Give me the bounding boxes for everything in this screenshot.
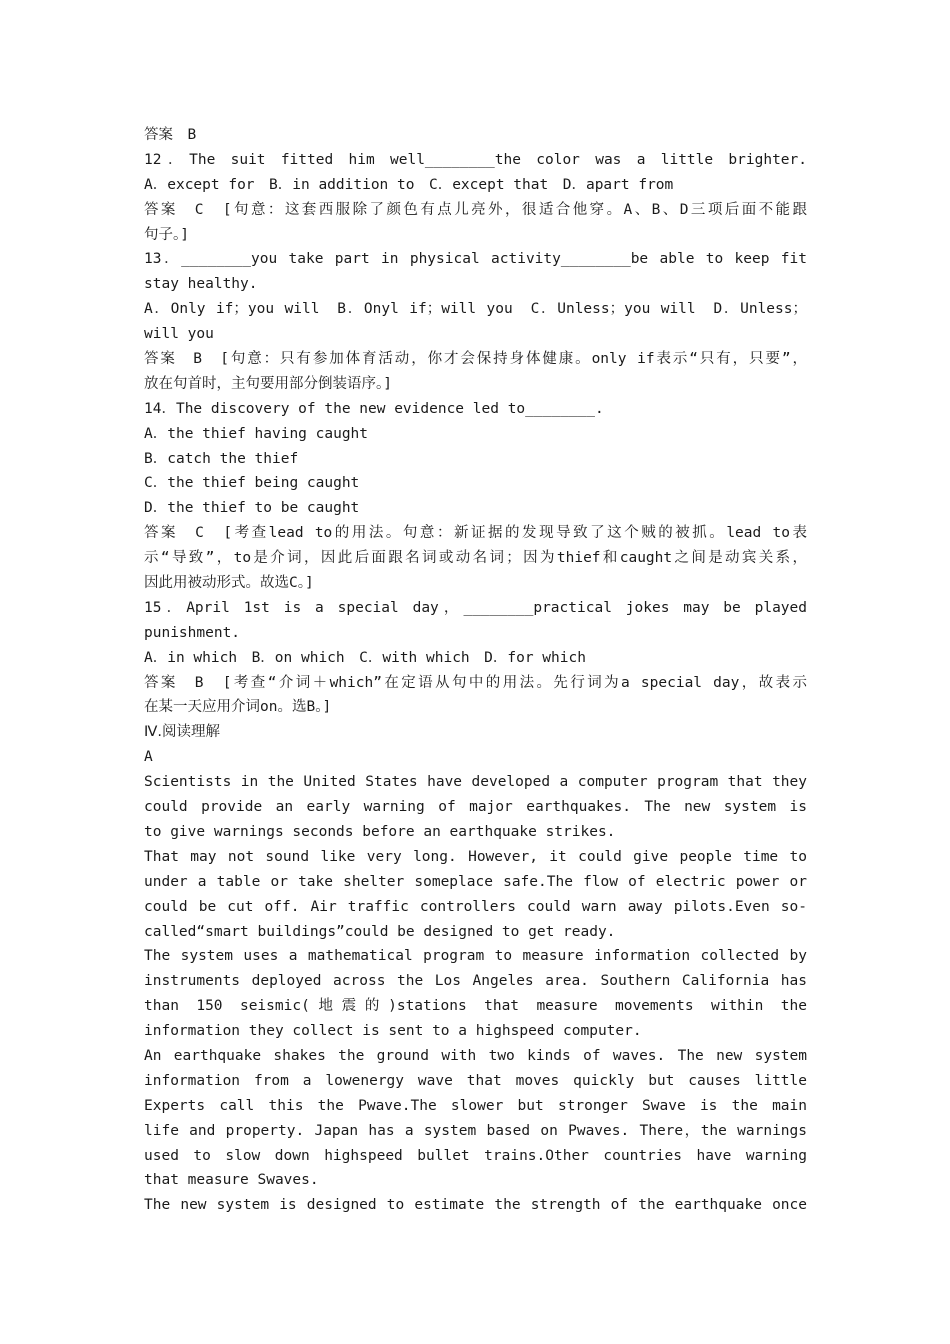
q15-stem-line-1: 15．April 1st is a special day，________practical jokes may be played xyxy=(144,599,807,616)
passage-line: under a table or take shelter someplace safe.The flow of electric power or xyxy=(144,873,807,890)
passage-line: instruments deployed across the Los Angeles area. Southern California has xyxy=(144,973,807,990)
q14-option-d: D．the thief to be caught xyxy=(144,500,360,517)
q14-stem: 14．The discovery of the new evidence led to________. xyxy=(144,400,604,417)
q14-option-b: B．catch the thief xyxy=(144,450,299,467)
q13-stem-line-2: stay healthy. xyxy=(144,276,258,293)
passage-line: That may not sound like very long. However, it could give people time to xyxy=(144,848,807,865)
passage-line: Scientists in the United States have developed a computer program that they xyxy=(144,774,807,791)
passage-line: An earthquake shakes the ground with two kinds of waves. The new system xyxy=(144,1047,807,1064)
q14-answer-line-3: 因此用被动形式。故选C。] xyxy=(144,575,314,592)
passage-line: The system uses a mathematical program to measure information collected by xyxy=(144,948,807,965)
passage-line: could be cut off. Air traffic controllers could warn away pilots.Even so- xyxy=(144,898,807,915)
q14-option-c: C．the thief being caught xyxy=(144,475,360,492)
passage-line: The new system is designed to estimate the strength of the earthquake once xyxy=(144,1197,807,1214)
q14-answer-line-1: 答案 C [考查lead to的用法。句意：新证据的发现导致了这个贼的被抓。lead to表 xyxy=(144,525,807,542)
passage-line: information from a lowenergy wave that moves quickly but causes little xyxy=(144,1072,807,1089)
q13-stem-line-1: 13．________you take part in physical activity________be able to keep fit xyxy=(144,251,807,268)
q13-answer-line-1: 答案 B [句意：只有参加体育活动，你才会保持身体健康。only if表示“只有，只要”， xyxy=(144,351,807,368)
q15-answer-line-1: 答案 B [考查“介词＋which”在定语从句中的用法。先行词为a special day，故表示 xyxy=(144,674,807,691)
q15-stem-line-2: punishment. xyxy=(144,624,241,641)
q15-answer-line-2: 在某一天应用介词on。选B。] xyxy=(144,699,332,716)
passage-line: that measure Swaves. xyxy=(144,1172,319,1189)
document-page xyxy=(144,123,807,1218)
q13-answer-line-2: 放在句首时，主句要用部分倒装语序。] xyxy=(144,375,392,392)
passage-line: called“smart buildings”could be designed to get ready. xyxy=(144,923,616,940)
q12-answer-line-1: 答案 C [句意：这套西服除了颜色有点儿亮外，很适合他穿。A、B、D三项后面不能跟 xyxy=(144,201,807,218)
q11-answer: 答案 B xyxy=(144,127,197,143)
passage-line: Experts call this the Pwave.The slower but stronger Swave is the main xyxy=(144,1097,807,1114)
passage-line: than 150 seismic(地震的)stations that measure movements within the xyxy=(144,998,807,1015)
q13-options-line-2: will you xyxy=(144,326,214,343)
q14-answer-line-2: 示“导致”，to是介词，因此后面跟名词或动名词；因为thief和caught之间是动宾关系， xyxy=(144,550,807,567)
q12-answer-line-2: 句子。] xyxy=(144,226,189,243)
section-heading: Ⅳ.阅读理解 xyxy=(144,724,220,741)
passage-line: life and property. Japan has a system based on Pwaves. There，the warnings xyxy=(144,1122,807,1139)
q13-options-line-1: A．Only if；you will B．Onyl if；will you C．Unless；you will D．Unless； xyxy=(144,301,807,318)
q15-options: A．in which B．on which C．with which D．for which xyxy=(144,649,586,666)
passage-line: to give warnings seconds before an earthquake strikes. xyxy=(144,823,616,840)
q12-stem: 12．The suit fitted him well________the color was a little brighter. xyxy=(144,151,807,168)
passage-line: information they collect is sent to a highspeed computer. xyxy=(144,1023,642,1040)
passage-line: used to slow down highspeed bullet trains.Other countries have warning xyxy=(144,1147,807,1164)
q14-option-a: A．the thief having caught xyxy=(144,425,369,442)
q12-options: A．except for B．in addition to C．except that D．apart from xyxy=(144,176,674,193)
passage-line: could provide an early warning of major earthquakes. The new system is xyxy=(144,799,807,816)
passage-label: A xyxy=(144,749,153,766)
